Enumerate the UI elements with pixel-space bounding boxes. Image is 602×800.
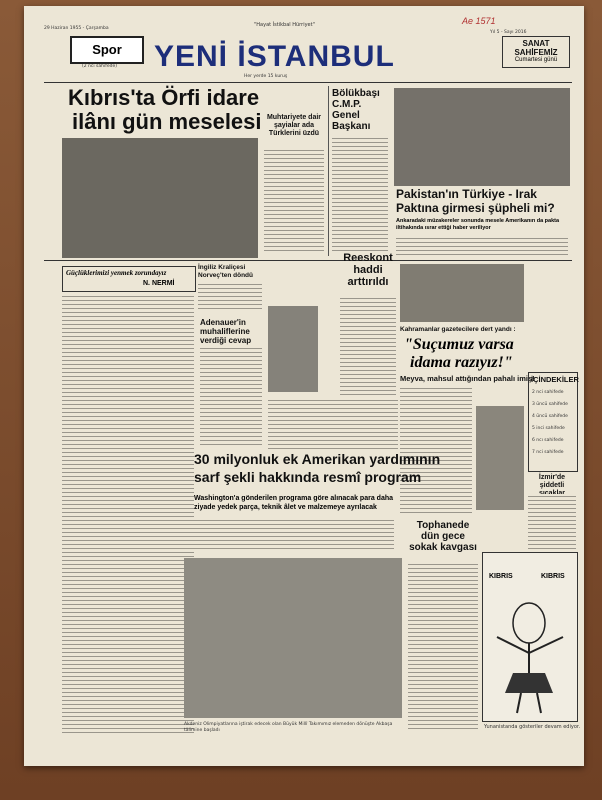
icindekiler-box	[528, 372, 578, 472]
cartoon-label-2: KIBRIS	[541, 573, 565, 580]
reeskont-head: Reeskont haddi arttırıldı	[343, 252, 393, 288]
icindekiler-item: 2 nci sahifede	[532, 390, 564, 395]
izmir-text	[528, 494, 576, 550]
graduate-photo	[476, 406, 524, 510]
cartoon-panel	[482, 552, 578, 722]
newspaper-page	[24, 6, 584, 766]
spor-label: Spor	[92, 42, 122, 57]
amerikan-head-2: sarf şekli hakkında resmî program	[194, 469, 422, 485]
pakistan-head-1: Pakistan'ın Türkiye - Irak	[396, 187, 537, 201]
top-slogan: "Hayat İstikbal Hürriyet"	[254, 22, 315, 28]
izmir-head: İzmir'de şiddetli	[538, 474, 566, 489]
editorial-title-box	[62, 266, 196, 292]
icindekiler-item: 5 inci sahifede	[532, 426, 565, 431]
kahramanlar-kicker: Kahramanlar gazetecilere dert yandı :	[400, 326, 516, 333]
lead-photo-caption: İngiliz Kraliçesi Norveç'ten döndü	[198, 264, 253, 279]
cartoon-label-1: KIBRIS	[489, 573, 513, 580]
lead-headline-1: Kıbrıs'ta Örfi idare	[68, 85, 260, 110]
masthead-rule	[44, 82, 572, 83]
icindekiler-item: 3 üncü sahifede	[532, 402, 568, 407]
masthead-title: YENİ İSTANBUL	[154, 40, 395, 73]
queen-text	[198, 282, 262, 312]
icindekiler-title: İÇİNDEKİLER	[531, 375, 579, 384]
icindekiler-item: 6 ncı sahifede	[532, 438, 564, 443]
fashion-photo	[268, 306, 318, 392]
tophane-text	[408, 562, 478, 732]
lead-side-head: Muhtariyete dair şayialar ada Türklerini üzdü	[266, 114, 322, 137]
column-rule	[328, 86, 329, 256]
cartoon-caption: Yunanistanda gösteriler devam ediyor.	[484, 724, 581, 730]
pakistan-photo	[394, 88, 570, 186]
issue-number: Yıl 5 - Sayı 2016	[490, 30, 527, 35]
icindekiler-item: 7 nci sahifede	[532, 450, 564, 455]
lead-photo	[62, 138, 258, 258]
handwritten-note: Ae 1571	[462, 16, 496, 26]
reeskont-text	[340, 296, 396, 396]
price: Her yerde 15 kuruş	[244, 74, 288, 79]
lead-text-column	[264, 148, 324, 254]
kahramanlar-head-1: "Suçumuz varsa	[404, 336, 514, 353]
pakistan-head-2: Paktına girmesi şüpheli mi?	[396, 201, 555, 215]
editorial-title: Güçlüklerimizi yenmek zorundayız	[66, 269, 167, 277]
adenauer-text	[200, 346, 262, 446]
sanat-box	[502, 36, 570, 68]
kahramanlar-sub: Meyva, mahsul attığından pahalı imiş!	[400, 374, 535, 383]
spor-sub: (2 nci sahifede)	[82, 64, 117, 69]
issue-date: 29 Haziran 1955 - Çarşamba	[44, 26, 109, 31]
pakistan-text	[396, 236, 568, 256]
tophane-head: Tophanede dün gece sokak kavgası	[409, 520, 477, 553]
icindekiler-item: 4 üncü sahifede	[532, 414, 568, 419]
sports-photo	[184, 558, 402, 718]
section-rule	[44, 260, 572, 261]
sanat-sub: Cumartesi günü	[514, 57, 558, 63]
fashion-text	[268, 398, 398, 450]
amerikan-sub: Washington'a gönderilen programa göre alınacak para daha ziyade yedek parça, teknik âlet ve malzemeye ayrılacak	[194, 495, 394, 511]
sports-photo-caption: Akdeniz Olimpiyatlarına iştirak edecek olan Büyük Millî Takımımız elemeden dönüşte Akbaşa tâlimine başladı	[184, 722, 393, 733]
food-photo	[400, 264, 524, 322]
amerikan-text	[194, 518, 394, 552]
lead-headline-2: ilânı gün meselesi	[72, 109, 262, 134]
pakistan-sub: Ankaradaki müzakereler sonunda mesele Amerikanın da pakta iltihakında ısrar ettiği haber veriliyor	[396, 218, 560, 231]
bolukbasi-head: Bölükbaşı C.M.P. Genel Başkanı	[332, 88, 380, 132]
kahramanlar-head-2: idama razıyız!"	[410, 354, 513, 371]
adenauer-head: Adenauer'in muhaliflerine verdiği cevap	[200, 318, 252, 345]
spor-box	[70, 36, 144, 64]
editorial-text	[62, 294, 194, 734]
amerikan-head-1: 30 milyonluk ek Amerikan yardımının	[194, 451, 441, 467]
editorial-author: N. NERMİ	[143, 280, 175, 287]
bolukbasi-text	[332, 136, 388, 254]
sanat-title: SANAT SAHİFEMİZ	[514, 39, 558, 57]
